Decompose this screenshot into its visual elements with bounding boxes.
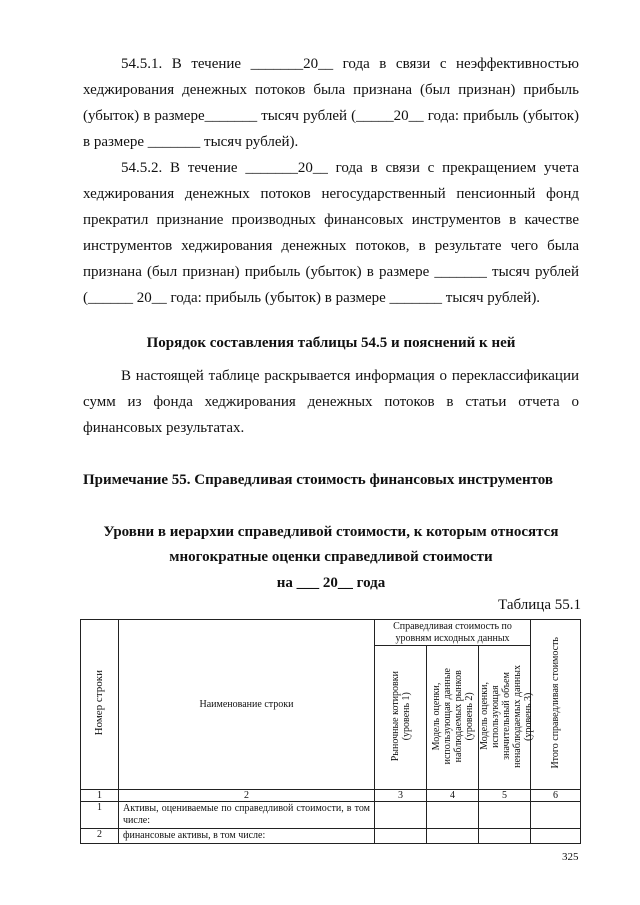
table-row [81, 829, 581, 844]
header-level2-label: Модель оценки, использующая данные наблюдаемых рынков (уровень 2) [430, 667, 475, 765]
row-name-cell: Активы, оцениваемые по справедливой стоимости, в том числе: [119, 802, 375, 829]
header-row-name [119, 620, 375, 790]
paragraph-54-5-1: 54.5.1. В течение _______20__ года в связи с неэффективностью хеджирования денежных потоков была признана (был признан) прибыль (убыток) в размере_______ тысяч рублей (_____20__ года: прибыль (убыток) в размере _______ тысяч рублей). [83, 56, 579, 150]
paragraph-table-description: В настоящей таблице раскрывается информация о переклассификации сумм из фонда хеджирования денежных потоков в статьи отчета о финансовых результатах. [83, 368, 579, 436]
header-fair-value-group [375, 620, 531, 646]
page-number: 325 [562, 851, 579, 863]
header-total [531, 620, 581, 790]
row-name-cell: финансовые активы, в том числе: [119, 829, 375, 844]
header-level3-label: Модель оценки, использующая значительный объем ненаблюдаемых данных (уровень 3) [479, 664, 534, 768]
value-cell [427, 802, 479, 829]
header-level1 [375, 646, 427, 790]
value-cell [479, 802, 531, 829]
numbering-row [81, 790, 581, 802]
numbering-cell: 6 [531, 790, 581, 802]
header-row-number [81, 620, 119, 790]
header-level1-label: Рыночные котировки (уровень 1) [389, 670, 412, 762]
value-cell [375, 829, 427, 844]
fair-value-table [80, 619, 581, 844]
table-row [81, 802, 581, 829]
paragraph-54-5-2: 54.5.2. В течение _______20__ года в связи с прекращением учета хеджирования денежных потоков негосударственный пенсионный фонд прекратил признание производных финансовых инструментов в качестве инструментов хеджирования денежных потоков, в результате чего была признана (был признан) прибыль (убыток) в размере _______ тысяч рублей (______ 20__ года: прибыль (убыток) в размере _______ тысяч рублей). [83, 160, 579, 306]
heading-note-55: Примечание 55. Справедливая стоимость финансовых инструментов [83, 472, 554, 488]
numbering-cell: 1 [81, 790, 119, 802]
numbering-cell: 2 [119, 790, 375, 802]
row-number-cell: 2 [81, 829, 119, 844]
value-cell [531, 829, 581, 844]
header-row-number-label: Номер строки [93, 670, 105, 736]
numbering-cell: 5 [479, 790, 531, 802]
value-cell [531, 802, 581, 829]
heading-date: на ___ 20__ года [276, 575, 386, 591]
value-cell [427, 829, 479, 844]
header-row-name-label: Наименование строки [199, 699, 294, 710]
row-number-cell: 1 [81, 802, 119, 829]
heading-levels-line2: многократные оценки справедливой стоимости [169, 549, 493, 565]
header-fair-value-group-label: Справедливая стоимость по уровням исходных данных [393, 621, 512, 644]
header-level2 [427, 646, 479, 790]
header-total-label: Итого справедливая стоимость [550, 637, 562, 769]
header-level3 [479, 646, 534, 790]
heading-levels-line1: Уровни в иерархии справедливой стоимости, к которым относятся [103, 524, 559, 540]
table-caption: Таблица 55.1 [498, 597, 581, 613]
value-cell [375, 802, 427, 829]
numbering-cell: 4 [427, 790, 479, 802]
heading-order: Порядок составления таблицы 54.5 и пояснений к ней [146, 335, 516, 351]
numbering-cell: 3 [375, 790, 427, 802]
value-cell [479, 829, 531, 844]
